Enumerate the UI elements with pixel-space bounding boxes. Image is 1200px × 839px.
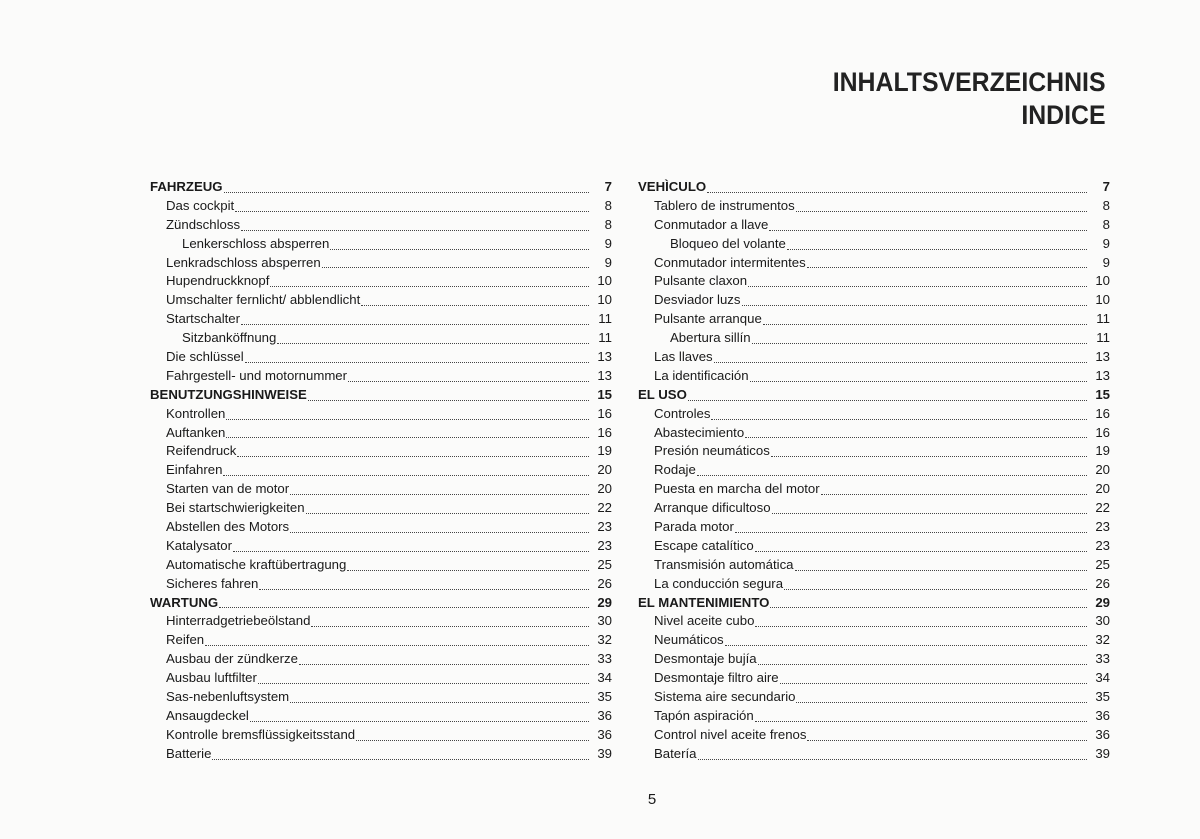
toc-entry-page: 16 [597,405,612,421]
dot-leader [755,626,1087,627]
toc-entry [150,745,612,764]
toc-section-heading [150,178,612,197]
toc-entry [150,310,612,329]
dot-leader [796,211,1087,212]
dot-leader [347,570,589,571]
toc-entry-label: Batería [654,745,697,761]
toc-entry [638,518,1110,537]
toc-entry-page: 7 [1102,179,1110,194]
toc-entry-page: 13 [597,367,612,383]
toc-entry-page: 32 [1095,632,1110,648]
toc-entry-page: 16 [597,424,612,440]
dot-leader [821,494,1087,495]
toc-entry [638,726,1110,745]
toc-entry [638,216,1110,235]
toc-entry-label: Tapón aspiración [654,707,754,723]
dot-leader [290,702,589,703]
toc-entry-page: 20 [597,462,612,478]
toc-spanish [638,178,1110,764]
dot-leader [735,532,1087,533]
toc-entry-page: 36 [597,726,612,742]
toc-entry-label: Las llaves [654,349,713,365]
toc-entry-page: 33 [1095,651,1110,667]
toc-entry [638,272,1110,291]
toc-entry-label: Abastecimiento [654,424,745,440]
toc-entry-label: Ausbau luftfilter [166,670,257,686]
toc-entry [638,556,1110,575]
toc-entry-label: Einfahren [166,462,223,478]
toc-entry-page: 13 [1095,367,1110,383]
toc-entry-label: WARTUNG [150,594,219,610]
toc-entry-label: Abstellen des Motors [166,519,290,535]
dot-leader [707,192,1087,193]
toc-entry [150,726,612,745]
toc-entry [638,291,1110,310]
toc-entry-page: 32 [597,632,612,648]
dot-leader [763,324,1087,325]
dot-leader [223,475,589,476]
toc-entry [638,480,1110,499]
page-number: 5 [647,791,657,808]
toc-section-heading [150,386,612,405]
toc-entry [638,669,1110,688]
toc-entry-page: 20 [1095,462,1110,478]
toc-entry-label: Presión neumáticos [654,443,770,459]
toc-entry [638,745,1110,764]
toc-entry-label: Parada motor [654,519,734,535]
toc-entry [150,631,612,650]
toc-entry-label: Sas-nebenluftsystem [166,689,290,705]
toc-entry-page: 26 [1095,575,1110,591]
toc-entry-page: 30 [1095,613,1110,629]
dot-leader [771,456,1087,457]
toc-entry-label: Zündschloss [166,216,241,232]
toc-entry [638,688,1110,707]
toc-entry [150,537,612,556]
dot-leader [787,249,1087,250]
toc-entry-label: EL USO [638,386,687,402]
toc-entry-label: Pulsante arranque [654,311,762,327]
toc-entry-page: 8 [1102,216,1110,232]
toc-entry-label: BENUTZUNGSHINWEISE [150,386,307,402]
toc-entry [638,254,1110,273]
toc-entry-label: Controles [654,405,711,421]
dot-leader [752,343,1087,344]
toc-entry-page: 13 [1095,349,1110,365]
toc-entry [638,537,1110,556]
toc-entry-page: 23 [1095,519,1110,535]
toc-entry-page: 11 [598,311,612,327]
toc-entry-page: 15 [1095,386,1110,402]
toc-entry [638,631,1110,650]
dot-leader [770,607,1087,608]
toc-entry-label: Arranque dificultoso [654,500,771,516]
dot-leader [224,192,589,193]
toc-entry-label: Bei startschwierigkeiten [166,500,305,516]
toc-entry [638,442,1110,461]
dot-leader [259,589,589,590]
toc-entry-page: 25 [597,556,612,572]
toc-entry [150,650,612,669]
dot-leader [322,267,589,268]
toc-entry-page: 19 [1095,443,1110,459]
toc-entry-label: Reifen [166,632,205,648]
toc-entry-page: 9 [1102,254,1110,270]
toc-entry [150,254,612,273]
dot-leader [277,343,589,344]
toc-entry-page: 22 [1095,500,1110,516]
toc-entry [638,197,1110,216]
title-german: INHALTSVERZEICHNIS [833,67,1106,97]
toc-entry-page: 29 [1095,594,1110,610]
toc-entry-label: Abertura sillín [670,330,751,346]
toc-entry-label: Die schlüssel [166,349,244,365]
toc-entry-label: Hinterradgetriebeölstand [166,613,311,629]
toc-entry-page: 10 [1095,292,1110,308]
dot-leader [348,381,589,382]
dot-leader [308,400,589,401]
toc-entry-page: 35 [597,689,612,705]
toc-entry [150,480,612,499]
toc-entry [150,235,612,254]
toc-entry-page: 16 [1095,405,1110,421]
toc-entry-page: 10 [597,273,612,289]
toc-entry [150,329,612,348]
toc-entry-page: 25 [1095,556,1110,572]
toc-section-heading [638,594,1110,613]
dot-leader [258,683,589,684]
toc-entry [150,197,612,216]
toc-entry [150,442,612,461]
dot-leader [755,551,1087,552]
toc-entry-label: Tablero de instrumentos [654,197,795,213]
toc-entry [150,461,612,480]
dot-leader [226,437,589,438]
toc-entry [150,575,612,594]
toc-entry [638,348,1110,367]
dot-leader [330,249,589,250]
toc-entry-label: Conmutador a llave [654,216,769,232]
toc-entry-label: Ausbau der zündkerze [166,651,298,667]
toc-entry-page: 30 [597,613,612,629]
dot-leader [270,286,589,287]
toc-entry-page: 34 [1095,670,1110,686]
toc-entry-label: Bloqueo del volante [670,235,786,251]
dot-leader [714,362,1087,363]
dot-leader [769,230,1087,231]
toc-entry [638,424,1110,443]
toc-entry-label: Automatische kraftübertragung [166,556,347,572]
toc-entry-page: 29 [597,594,612,610]
toc-entry-label: Auftanken [166,424,226,440]
dot-leader [311,626,589,627]
toc-entry [638,367,1110,386]
toc-entry-page: 8 [604,197,612,213]
toc-entry [150,348,612,367]
toc-entry [150,367,612,386]
dot-leader [795,570,1088,571]
toc-entry-label: Control nivel aceite frenos [654,726,807,742]
toc-entry-label: Transmisión automática [654,556,794,572]
dot-leader [299,664,589,665]
dot-leader [750,381,1087,382]
toc-entry-label: Desviador luzs [654,292,741,308]
toc-section-heading [150,594,612,613]
toc-entry-page: 22 [597,500,612,516]
toc-entry [150,669,612,688]
dot-leader [725,645,1087,646]
dot-leader [755,721,1087,722]
toc-entry-label: Kontrolle bremsflüssigkeitsstand [166,726,356,742]
dot-leader [697,475,1087,476]
dot-leader [205,645,589,646]
toc-entry-page: 34 [597,670,612,686]
toc-entry-page: 9 [604,235,612,251]
toc-entry [638,612,1110,631]
toc-entry-label: Katalysator [166,537,232,553]
toc-entry-page: 39 [1095,745,1110,761]
toc-entry-label: Startschalter [166,311,241,327]
toc-entry [638,499,1110,518]
toc-entry [150,688,612,707]
dot-leader [241,230,589,231]
toc-entry-label: Umschalter fernlicht/ abblendlicht [166,292,361,308]
toc-entry-label: Neumáticos [654,632,724,648]
toc-entry [638,461,1110,480]
toc-entry-page: 10 [597,292,612,308]
toc-entry-page: 36 [1095,707,1110,723]
toc-entry-page: 13 [597,349,612,365]
dot-leader [742,305,1088,306]
toc-entry-page: 39 [597,745,612,761]
dot-leader [250,721,589,722]
toc-entry-page: 16 [1095,424,1110,440]
dot-leader [226,419,589,420]
toc-entry-page: 20 [597,481,612,497]
dot-leader [235,211,589,212]
toc-entry-label: EL MANTENIMIENTO [638,594,770,610]
dot-leader [745,437,1087,438]
toc-german [150,178,612,764]
dot-leader [807,267,1087,268]
toc-entry [638,575,1110,594]
toc-entry-page: 26 [597,575,612,591]
toc-entry-label: La conducción segura [654,575,784,591]
toc-entry-label: Sitzbanköffnung [182,330,277,346]
toc-entry-label: Sicheres fahren [166,575,259,591]
dot-leader [306,513,589,514]
toc-entry [150,556,612,575]
title-spanish: INDICE [1021,100,1106,130]
toc-entry-page: 33 [597,651,612,667]
toc-entry-label: Rodaje [654,462,696,478]
toc-entry-page: 11 [1096,311,1110,327]
toc-entry-page: 20 [1095,481,1110,497]
toc-entry-label: Lenkradschloss absperren [166,254,321,270]
toc-entry-label: Nivel aceite cubo [654,613,755,629]
toc-entry-label: Starten van de motor [166,481,290,497]
toc-entry-label: Desmontaje bujía [654,651,757,667]
dot-leader [245,362,589,363]
toc-entry-label: Lenkerschloss absperren [182,235,330,251]
toc-entry-page: 23 [597,519,612,535]
dot-leader [233,551,589,552]
toc-entry-page: 11 [1096,330,1110,346]
toc-entry-page: 15 [597,386,612,402]
dot-leader [356,740,589,741]
toc-entry [150,291,612,310]
toc-entry [150,518,612,537]
toc-entry-page: 19 [597,443,612,459]
toc-entry-page: 11 [598,330,612,346]
toc-entry [150,424,612,443]
toc-entry-label: Desmontaje filtro aire [654,670,779,686]
toc-entry-page: 35 [1095,689,1110,705]
toc-entry-label: Ansaugdeckel [166,707,249,723]
toc-entry-page: 10 [1095,273,1110,289]
dot-leader [758,664,1087,665]
toc-entry-label: La identificación [654,367,749,383]
dot-leader [796,702,1087,703]
toc-entry [150,707,612,726]
dot-leader [807,740,1087,741]
toc-entry-label: Batterie [166,745,212,761]
dot-leader [290,494,589,495]
toc-entry-label: Puesta en marcha del motor [654,481,820,497]
dot-leader [698,759,1087,760]
toc-entry [638,329,1110,348]
toc-entry-label: FAHRZEUG [150,179,223,194]
dot-leader [772,513,1087,514]
dot-leader [237,456,589,457]
dot-leader [711,419,1087,420]
toc-entry [150,272,612,291]
toc-entry [150,405,612,424]
page-title [833,66,1106,132]
dot-leader [290,532,589,533]
dot-leader [688,400,1087,401]
toc-entry-label: VEHÌCULO [638,179,707,194]
toc-entry-label: Pulsante claxon [654,273,748,289]
dot-leader [780,683,1087,684]
toc-entry-page: 9 [1102,235,1110,251]
toc-entry-label: Reifendruck [166,443,237,459]
toc-entry-label: Kontrollen [166,405,226,421]
toc-entry [638,405,1110,424]
toc-entry-page: 23 [597,537,612,553]
toc-entry-label: Sistema aire secundario [654,689,796,705]
dot-leader [241,324,589,325]
toc-entry-label: Fahrgestell- und motornummer [166,367,348,383]
dot-leader [784,589,1087,590]
toc-entry-page: 9 [604,254,612,270]
toc-entry-page: 36 [1095,726,1110,742]
toc-entry-page: 7 [604,179,612,194]
toc-entry-label: Das cockpit [166,197,235,213]
dot-leader [212,759,589,760]
toc-entry [638,235,1110,254]
toc-entry-page: 8 [604,216,612,232]
toc-entry-label: Escape catalítico [654,537,754,553]
toc-section-heading [638,386,1110,405]
toc-entry-page: 36 [597,707,612,723]
toc-entry [638,707,1110,726]
toc-entry-page: 8 [1102,197,1110,213]
toc-section-heading [638,178,1110,197]
toc-entry-label: Conmutador intermitentes [654,254,806,270]
toc-entry [150,612,612,631]
dot-leader [219,607,589,608]
toc-entry [638,650,1110,669]
toc-entry [150,499,612,518]
toc-entry [150,216,612,235]
toc-entry-page: 23 [1095,537,1110,553]
toc-entry [638,310,1110,329]
dot-leader [748,286,1087,287]
toc-entry-label: Hupendruckknopf [166,273,270,289]
dot-leader [361,305,589,306]
